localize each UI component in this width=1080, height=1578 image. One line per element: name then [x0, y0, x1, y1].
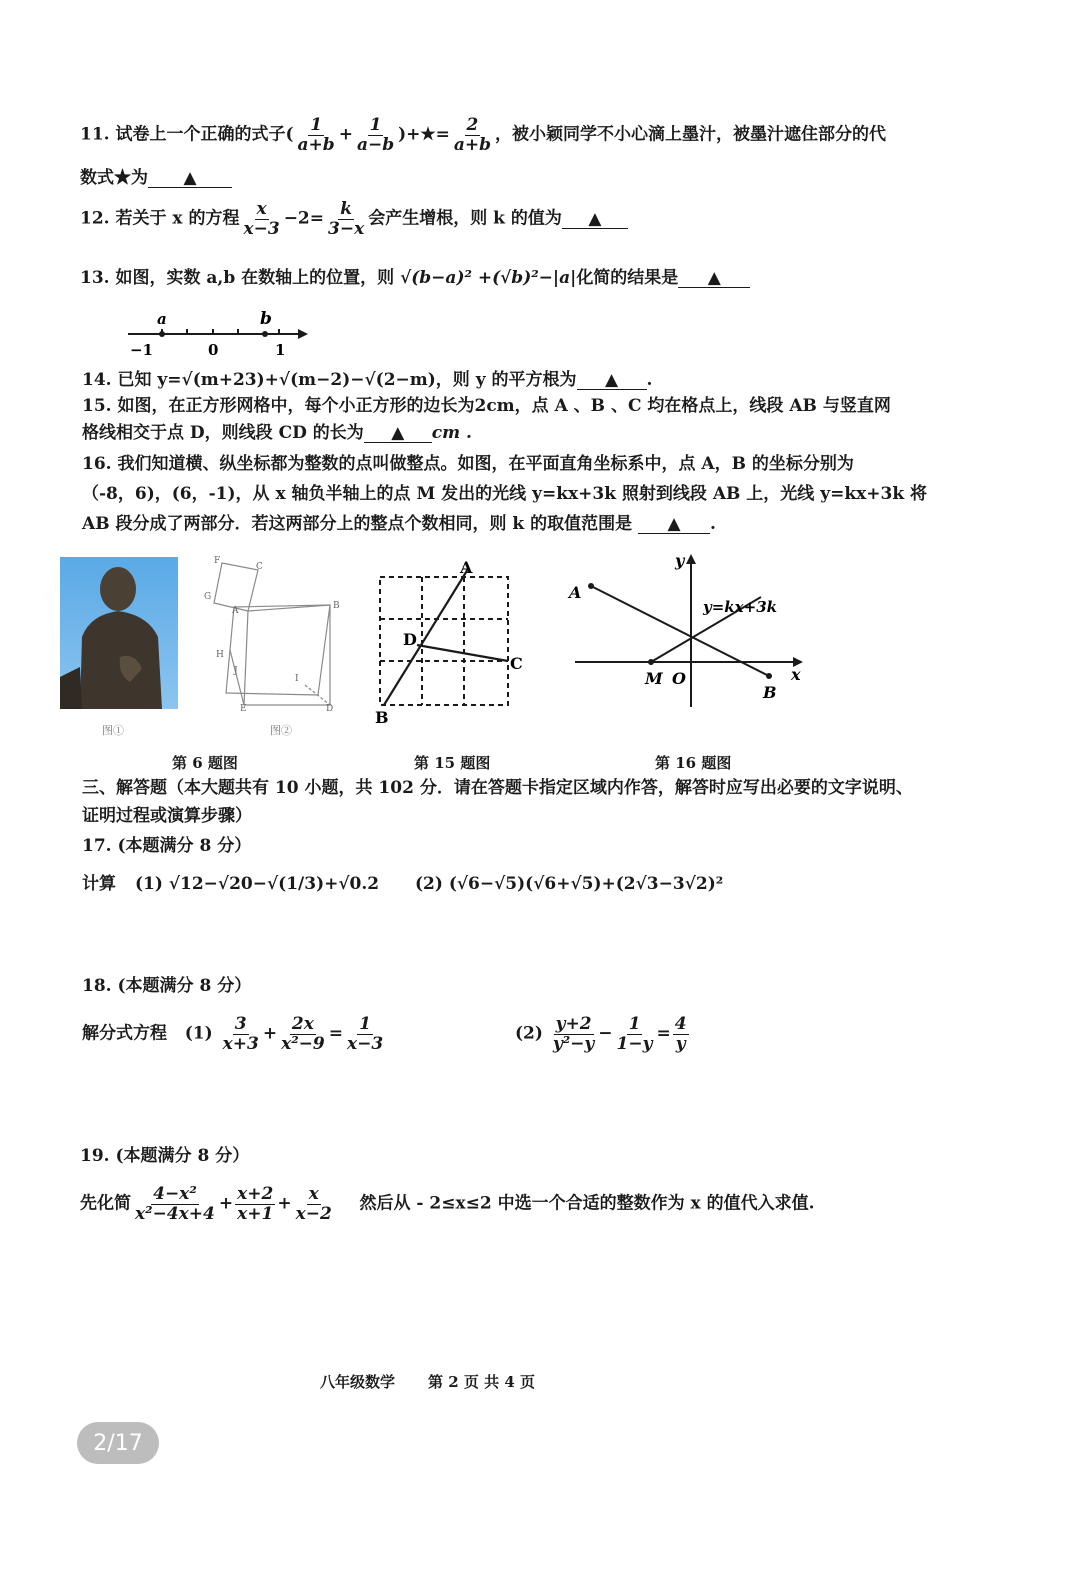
q11-frac2: $\frac{1}{a-b}$	[356, 115, 395, 155]
q19-body: 先化简 $\frac{\text{4−x²}}{\text{x²−4x+4}}$ + $\frac{x+2}{x+1}$ + $\frac{x}{x-2}$ 然后从 - 2≤x≤2 中选一个合适的整数作为 x 的值代入求值.	[80, 1184, 815, 1224]
fig15-label-A: A	[460, 558, 473, 577]
fig6-label-G: G	[204, 592, 212, 602]
q17-part1: (1) √12−√20−√(1/3)+√0.2	[135, 874, 380, 894]
q16-line1: 16. 我们知道横、纵坐标都为整数的点叫做整点。如图，在平面直角坐标系中，点 A，B 的坐标分别为	[82, 454, 854, 474]
fig6-label-D: D	[326, 704, 334, 714]
q18-p1-frac3: $\frac{1}{x-3}$	[346, 1014, 384, 1054]
fig16-coordinate-plane	[565, 552, 805, 712]
caption-fig16: 第 16 题图	[655, 754, 732, 772]
caption-fig15: 第 15 题图	[414, 754, 491, 772]
q18-p2-frac3: $\frac{4}{y}$	[674, 1014, 687, 1054]
fig16-label-A: A	[569, 583, 582, 602]
tick-1: 1	[275, 341, 286, 359]
q13-answer-blank: ▲	[678, 270, 750, 288]
fig15-label-B: B	[375, 708, 389, 727]
q12-frac2: $\frac{k}{3-x}$	[328, 199, 365, 239]
q19-frac2: $\frac{x+2}{x+1}$	[237, 1184, 274, 1224]
q12-answer-blank: ▲	[562, 211, 628, 229]
q11-frac3: $\frac{2}{a+b}$	[453, 115, 492, 155]
q18-p2-frac1: $\frac{y+2}{\text{y²−y}}$	[552, 1014, 595, 1054]
q13-number-line	[120, 310, 320, 360]
q18-p2-frac2: $\frac{1}{1-y}$	[616, 1014, 653, 1054]
fig6-sub1: 图①	[102, 724, 124, 737]
fig6-sub2: 图②	[270, 724, 292, 737]
q11-line2: 数式★为 ▲	[80, 170, 232, 188]
fig6-label-H: H	[216, 650, 224, 660]
q16-answer-blank: ▲	[638, 516, 710, 534]
fig6-label-A: A	[232, 606, 239, 616]
footer-subject: 八年级数学	[320, 1373, 396, 1391]
fig16-label-B: B	[763, 683, 777, 702]
fig6-geometry	[200, 555, 350, 715]
label-b: b	[260, 310, 272, 329]
label-a: a	[157, 310, 167, 328]
q18-p1-frac1: $\frac{3}{x+3}$	[222, 1014, 259, 1054]
fig16-label-line: y=kx+3k	[703, 598, 778, 616]
fig6-label-J: J	[234, 666, 238, 676]
section3-heading-line2: 证明过程或演算步骤）	[82, 806, 252, 826]
fig15-label-C: C	[510, 654, 523, 673]
fig16-label-y: y	[675, 552, 685, 570]
fig6-statue-photo	[60, 557, 178, 709]
footer-page: 第 2 页 共 4 页	[428, 1373, 535, 1391]
q11-answer-blank: ▲	[148, 170, 232, 188]
fig16-label-O: O	[672, 669, 686, 688]
fig15-label-D: D	[403, 630, 417, 649]
q13-expression: √(b−a)² +(√b)²−|a|	[400, 268, 577, 288]
q19-frac3: $\frac{x}{x-2}$	[295, 1184, 332, 1224]
q11-line1: 11. 试卷上一个正确的式子( $\frac{1}{a+b}$ + $\frac{1}{a-b}$ )+★= $\frac{2}{a+b}$ ，被小颖同学不小心滴上墨汁，被墨汁遮住部分的代	[80, 115, 887, 155]
q16-line3: AB 段分成了两部分．若这两部分上的整点个数相同，则 k 的取值范围是 ▲ .	[82, 514, 716, 534]
fig16-label-M: M	[645, 669, 663, 688]
q15-line2: 格线相交于点 D，则线段 CD 的长为 ▲ cm .	[82, 423, 472, 443]
q18-part1: 解分式方程 (1) $\frac{3}{x+3}$ + $\frac{2x}{\text{x²−9}}$ = $\frac{1}{x-3}$	[82, 1014, 384, 1054]
q13-line: 13. 如图，实数 a,b 在数轴上的位置，则 √(b−a)² +(√b)²−|a|化简的结果是 ▲	[80, 270, 750, 288]
fig16-label-x: x	[791, 665, 801, 684]
q14-line: 14. 已知 y=√(m+23)+√(m−2)−√(2−m)，则 y 的平方根为 ▲ .	[82, 370, 653, 390]
page-counter-badge[interactable]: 2/17	[77, 1422, 159, 1464]
fig6-label-I: I	[295, 674, 299, 684]
q12-line: 12. 若关于 x 的方程 $\frac{x}{x-3}$ −2= $\frac{k}{3-x}$ 会产生增根，则 k 的值为 ▲	[80, 200, 628, 238]
q17-title: 17. (本题满分 8 分）	[82, 836, 252, 856]
q19-title: 19. (本题满分 8 分）	[80, 1146, 250, 1166]
caption-fig6: 第 6 题图	[172, 754, 238, 772]
tick-neg1: −1	[130, 341, 154, 359]
q17-part2: (2) (√6−√5)(√6+√5)+(2√3−3√2)²	[415, 874, 724, 894]
fig6-label-E: E	[240, 704, 247, 714]
q16-line2: （-8，6)，(6，-1)，从 x 轴负半轴上的点 M 发出的光线 y=kx+3k 照射到线段 AB 上，光线 y=kx+3k 将	[82, 484, 928, 504]
q18-p1-frac2: $\frac{2x}{\text{x²−9}}$	[281, 1014, 325, 1054]
tick-0: 0	[208, 341, 219, 359]
fig6-label-B: B	[333, 601, 340, 611]
fig15-grid	[370, 555, 530, 730]
q15-line1: 15. 如图，在正方形网格中，每个小正方形的边长为2cm，点 A 、B 、C 均在格点上，线段 AB 与竖直网	[82, 396, 891, 416]
q15-answer-blank: ▲	[364, 425, 432, 443]
q14-answer-blank: ▲	[577, 372, 647, 390]
fig6-label-C: C	[256, 562, 263, 572]
q11-frac1: $\frac{1}{a+b}$	[297, 115, 335, 155]
section3-heading-line1: 三、解答题（本大题共有 10 小题，共 102 分．请在答题卡指定区域内作答，解答时应写出必要的文字说明、	[82, 778, 913, 798]
q12-frac1: $\frac{x}{x-3}$	[243, 199, 280, 239]
q18-part2: (2) $\frac{y+2}{\text{y²−y}}$ − $\frac{1}{1-y}$ = $\frac{4}{y}$	[515, 1014, 687, 1054]
q18-title: 18. (本题满分 8 分）	[82, 976, 252, 996]
fig6-label-F: F	[214, 556, 221, 566]
q19-frac1: $\frac{\text{4−x²}}{\text{x²−4x+4}}$	[135, 1184, 215, 1224]
q17-label: 计算	[82, 874, 116, 894]
